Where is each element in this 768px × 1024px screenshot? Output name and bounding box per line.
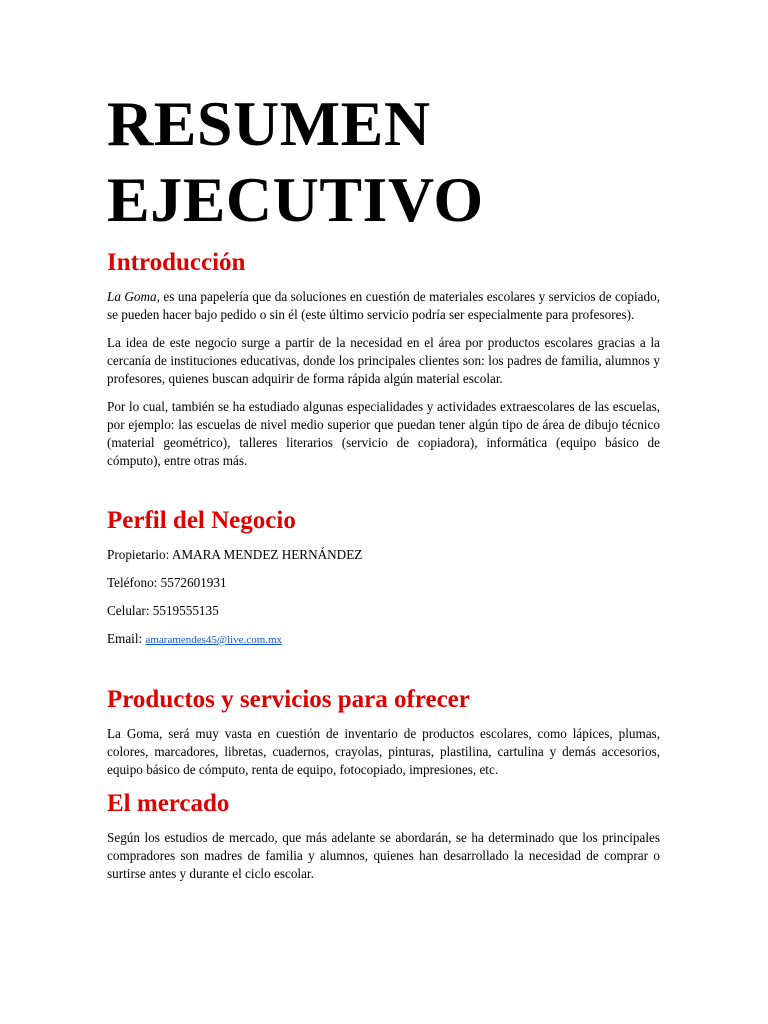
products-paragraph: La Goma, será muy vasta en cuestión de inventario de productos escolares, como lápices, plumas, colores, marcadores, libretas, cuadernos, crayolas, pinturas, plastilina, cartulina y demás accesorios, equipo básico de cómputo, renta de equipo, fotocopiado, impresiones, etc. (107, 726, 660, 777)
brand-name: La Goma, (107, 289, 160, 304)
products-heading: Productos y servicios para ofrecer (107, 686, 470, 713)
cell-line: Celular: 5519555135 (107, 603, 219, 618)
email-line (107, 630, 660, 649)
title-line-1: RESUMEN (107, 88, 431, 159)
intro-paragraph-2: La idea de este negocio surge a partir de la necesidad en el área por productos escolares gracias a la cercanía de instituciones educativas, donde los principales clientes son: los padres de familia, alumnos y profesores, quienes buscan adquirir de forma rápida algún material escolar. (107, 335, 660, 386)
intro-paragraph-3: Por lo cual, también se ha estudiado algunas especialidades y actividades extraescolares de las escuelas, por ejemplo: las escuelas de nivel medio superior que puedan tener algún tipo de área de dibujo técnico (material geométrico), talleres literarios (servicio de copiadora), informática (equipo básico de cómputo), entre otras más. (107, 399, 660, 468)
intro-paragraph-1 (107, 288, 660, 324)
document-content (107, 86, 660, 883)
email-link[interactable]: amaramendes45@live.com.mx (145, 634, 283, 646)
market-heading: El mercado (107, 790, 230, 817)
intro-paragraph-1-text: es una papelería que da soluciones en cuestión de materiales escolares y servicios de copiado, se pueden hacer bajo pedido o sin él (este último servicio podría ser especialmente para profesores). (107, 289, 660, 322)
email-label: Email: (107, 631, 146, 646)
profile-heading: Perfil del Negocio (107, 507, 296, 534)
title-line-2: EJECUTIVO (107, 164, 484, 235)
document-title (107, 86, 660, 238)
owner-line: Propietario: AMARA MENDEZ HERNÁNDEZ (107, 547, 363, 562)
intro-heading: Introducción (107, 249, 246, 276)
market-paragraph: Según los estudios de mercado, que más adelante se abordarán, se ha determinado que los principales compradores son madres de familia y alumnos, quienes han desarrollado la necesidad de comprar o surtirse antes y durante el ciclo escolar. (107, 830, 660, 881)
phone-line: Teléfono: 5572601931 (107, 575, 227, 590)
